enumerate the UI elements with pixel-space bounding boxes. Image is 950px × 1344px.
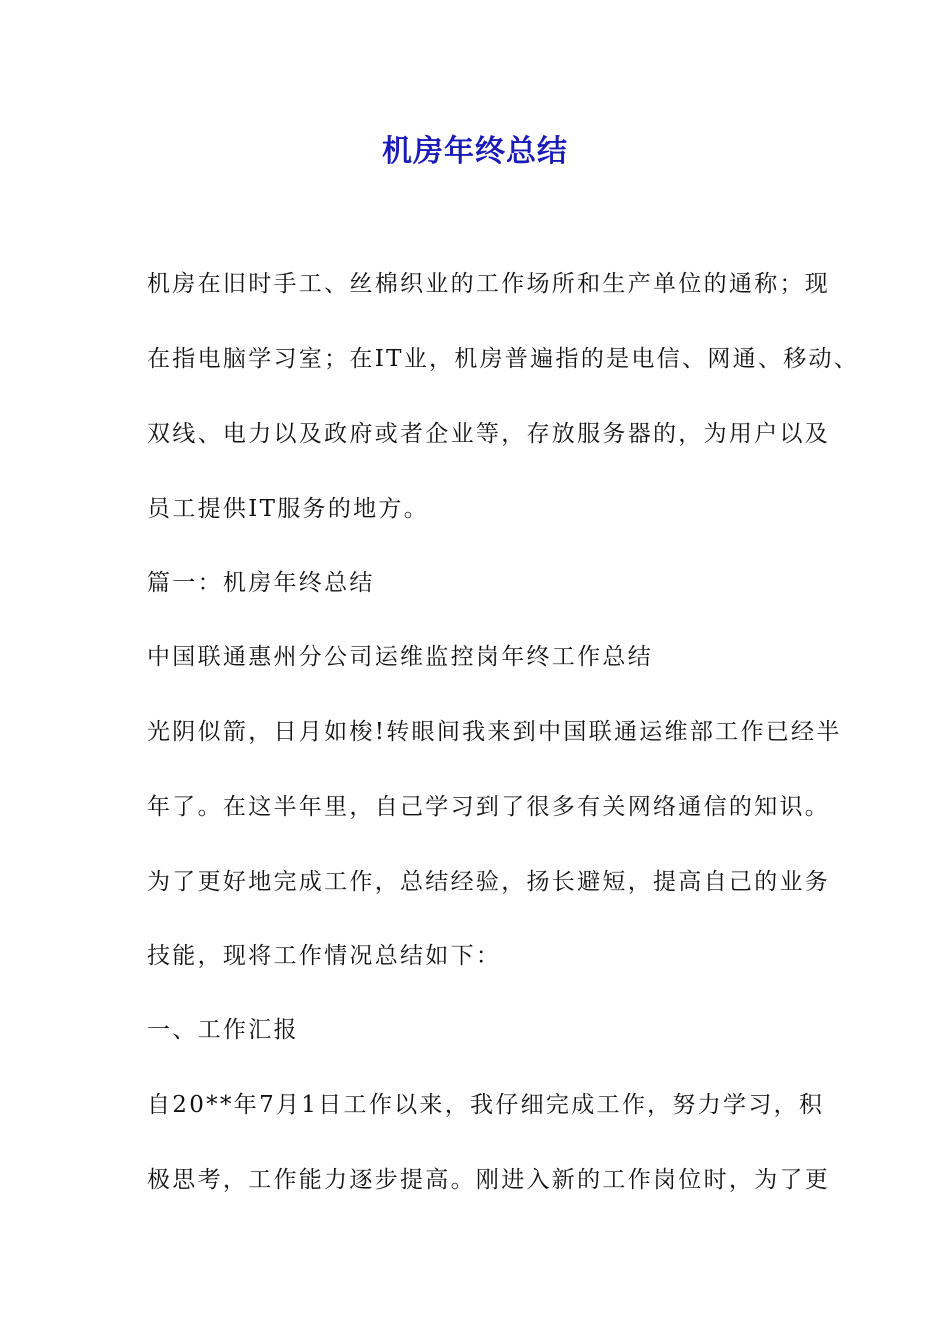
section-heading: 篇一：机房年终总结 [147,570,375,596]
paragraph-line: 自20**年7月1日工作以来，我仔细完成工作，努力学习，积 [147,1092,825,1118]
paragraph-line: 机房在旧时手工、丝棉织业的工作场所和生产单位的通称；现 [147,271,831,297]
paragraph-line: 年了。在这半年里，自己学习到了很多有关网络通信的知识。 [147,794,831,820]
paragraph-line: 在指电脑学习室；在IT业，机房普遍指的是电信、网通、移动、 [147,346,860,372]
subtitle-line: 中国联通惠州分公司运维监控岗年终工作总结 [147,644,653,670]
paragraph-line: 光阴似箭，日月如梭!转眼间我来到中国联通运维部工作已经半 [147,719,842,745]
document-title: 机房年终总结 [382,134,568,169]
paragraph-line: 极思考，工作能力逐步提高。刚进入新的工作岗位时，为了更 [147,1167,831,1193]
paragraph-line: 技能，现将工作情况总结如下： [147,943,502,969]
paragraph-line: 为了更好地完成工作，总结经验，扬长避短，提高自己的业务 [147,869,831,895]
paragraph-line: 双线、电力以及政府或者企业等，存放服务器的，为用户以及 [147,421,831,447]
section-heading: 一、工作汇报 [147,1017,299,1043]
paragraph-line: 员工提供IT服务的地方。 [147,496,430,522]
